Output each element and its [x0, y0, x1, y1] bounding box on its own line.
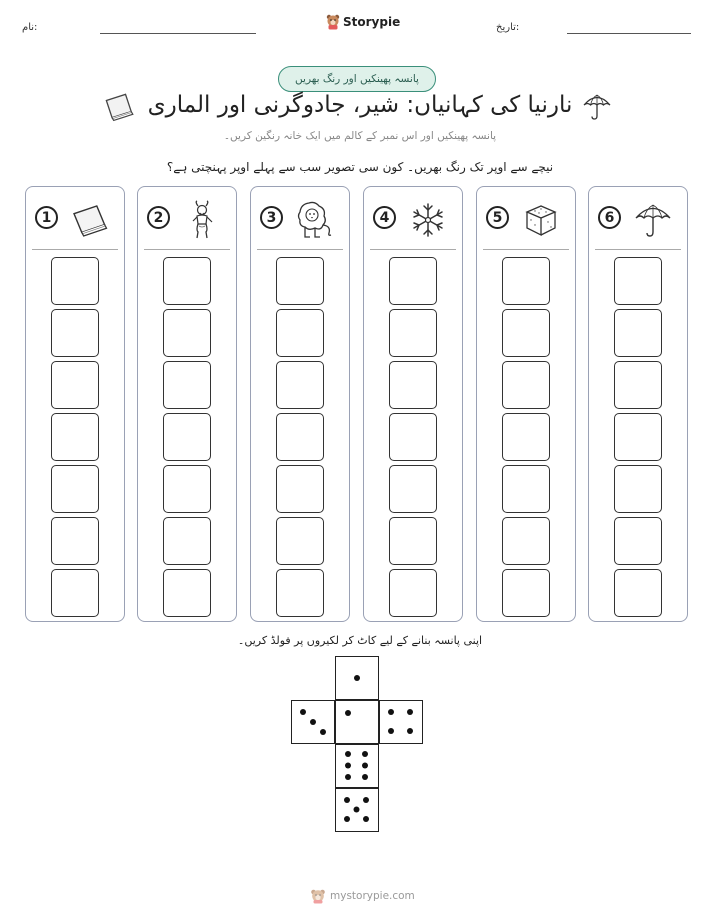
column-4 — [363, 186, 463, 622]
column-divider — [595, 249, 681, 250]
color-cell[interactable] — [51, 517, 99, 565]
column-number: 2 — [147, 206, 170, 229]
page-title: نارنیا کی کہانیاں: شیر، جادوگرنی اور الماری — [147, 92, 573, 118]
die-face-1b[interactable] — [335, 700, 379, 744]
die-face-4[interactable] — [379, 700, 423, 744]
color-cell[interactable] — [163, 569, 211, 617]
color-cell[interactable] — [502, 309, 550, 357]
color-cell[interactable] — [502, 413, 550, 461]
column-divider — [370, 249, 456, 250]
column-number: 1 — [35, 206, 58, 229]
color-cell[interactable] — [389, 569, 437, 617]
snowflake-icon — [408, 200, 448, 240]
color-cell[interactable] — [614, 413, 662, 461]
column-number: 6 — [598, 206, 621, 229]
activity-tag: پانسہ پھینکیں اور رنگ بھریں — [278, 66, 436, 92]
instruction-text: نیچے سے اوپر تک رنگ بھریں۔ کون سی تصویر سب سے پہلے اوپر پہنچتی ہے؟ — [166, 160, 554, 174]
date-label: تاریخ: — [496, 22, 520, 33]
column-number: 3 — [260, 206, 283, 229]
bear-logo-icon — [310, 888, 326, 904]
color-cell[interactable] — [389, 257, 437, 305]
color-cell[interactable] — [163, 257, 211, 305]
book-icon — [70, 200, 110, 240]
color-cell[interactable] — [51, 257, 99, 305]
color-cell[interactable] — [614, 569, 662, 617]
color-cell[interactable] — [276, 413, 324, 461]
color-cell[interactable] — [163, 465, 211, 513]
color-cell[interactable] — [389, 465, 437, 513]
column-divider — [32, 249, 118, 250]
color-cell[interactable] — [276, 309, 324, 357]
die-face-5[interactable] — [335, 788, 379, 832]
color-cell[interactable] — [389, 413, 437, 461]
color-cell[interactable] — [51, 465, 99, 513]
color-cell[interactable] — [614, 361, 662, 409]
column-2 — [137, 186, 237, 622]
faun-icon — [182, 200, 222, 240]
umbrella-icon — [633, 200, 673, 240]
die-face-6[interactable] — [335, 744, 379, 788]
color-cell[interactable] — [276, 257, 324, 305]
cut-instruction: اپنی پانسہ بنانے کے لیے کاٹ کر لکیروں پر فولڈ کریں۔ — [237, 634, 483, 647]
color-cell[interactable] — [389, 361, 437, 409]
color-cell[interactable] — [276, 361, 324, 409]
color-cell[interactable] — [51, 569, 99, 617]
umbrella-icon — [581, 92, 613, 122]
column-3 — [250, 186, 350, 622]
color-cell[interactable] — [502, 465, 550, 513]
color-cell[interactable] — [276, 569, 324, 617]
color-cell[interactable] — [502, 569, 550, 617]
color-cell[interactable] — [614, 465, 662, 513]
color-cell[interactable] — [502, 361, 550, 409]
color-cell[interactable] — [502, 517, 550, 565]
brand-logo — [326, 14, 400, 30]
color-cell[interactable] — [51, 413, 99, 461]
brand-name: Storypie — [343, 15, 401, 29]
color-cell[interactable] — [163, 309, 211, 357]
color-cell[interactable] — [163, 361, 211, 409]
column-5 — [476, 186, 576, 622]
column-1 — [25, 186, 125, 622]
bear-logo-icon — [326, 14, 340, 30]
date-line[interactable] — [567, 33, 691, 34]
column-6 — [588, 186, 688, 622]
color-cell[interactable] — [614, 257, 662, 305]
color-cell[interactable] — [163, 517, 211, 565]
column-number: 5 — [486, 206, 509, 229]
footer — [310, 888, 415, 904]
color-cell[interactable] — [51, 361, 99, 409]
turkish-delight-icon — [521, 200, 561, 240]
color-cell[interactable] — [276, 465, 324, 513]
color-cell[interactable] — [276, 517, 324, 565]
footer-website[interactable]: mystorypie.com — [330, 890, 415, 902]
color-cell[interactable] — [389, 309, 437, 357]
column-number: 4 — [373, 206, 396, 229]
name-line[interactable] — [100, 33, 256, 34]
die-net — [290, 656, 424, 836]
lion-icon — [295, 200, 335, 240]
color-cell[interactable] — [502, 257, 550, 305]
book-icon — [102, 92, 136, 122]
die-face-3[interactable] — [291, 700, 335, 744]
color-cell[interactable] — [163, 413, 211, 461]
color-cell[interactable] — [614, 309, 662, 357]
die-face-1[interactable] — [335, 656, 379, 700]
color-cell[interactable] — [51, 309, 99, 357]
name-label: نام: — [22, 22, 38, 33]
column-divider — [483, 249, 569, 250]
column-divider — [144, 249, 230, 250]
color-cell[interactable] — [614, 517, 662, 565]
page-subtitle: پانسہ پھینکیں اور اس نمبر کے کالم میں ایک خانہ رنگین کریں۔ — [223, 130, 497, 142]
color-cell[interactable] — [389, 517, 437, 565]
column-divider — [257, 249, 343, 250]
